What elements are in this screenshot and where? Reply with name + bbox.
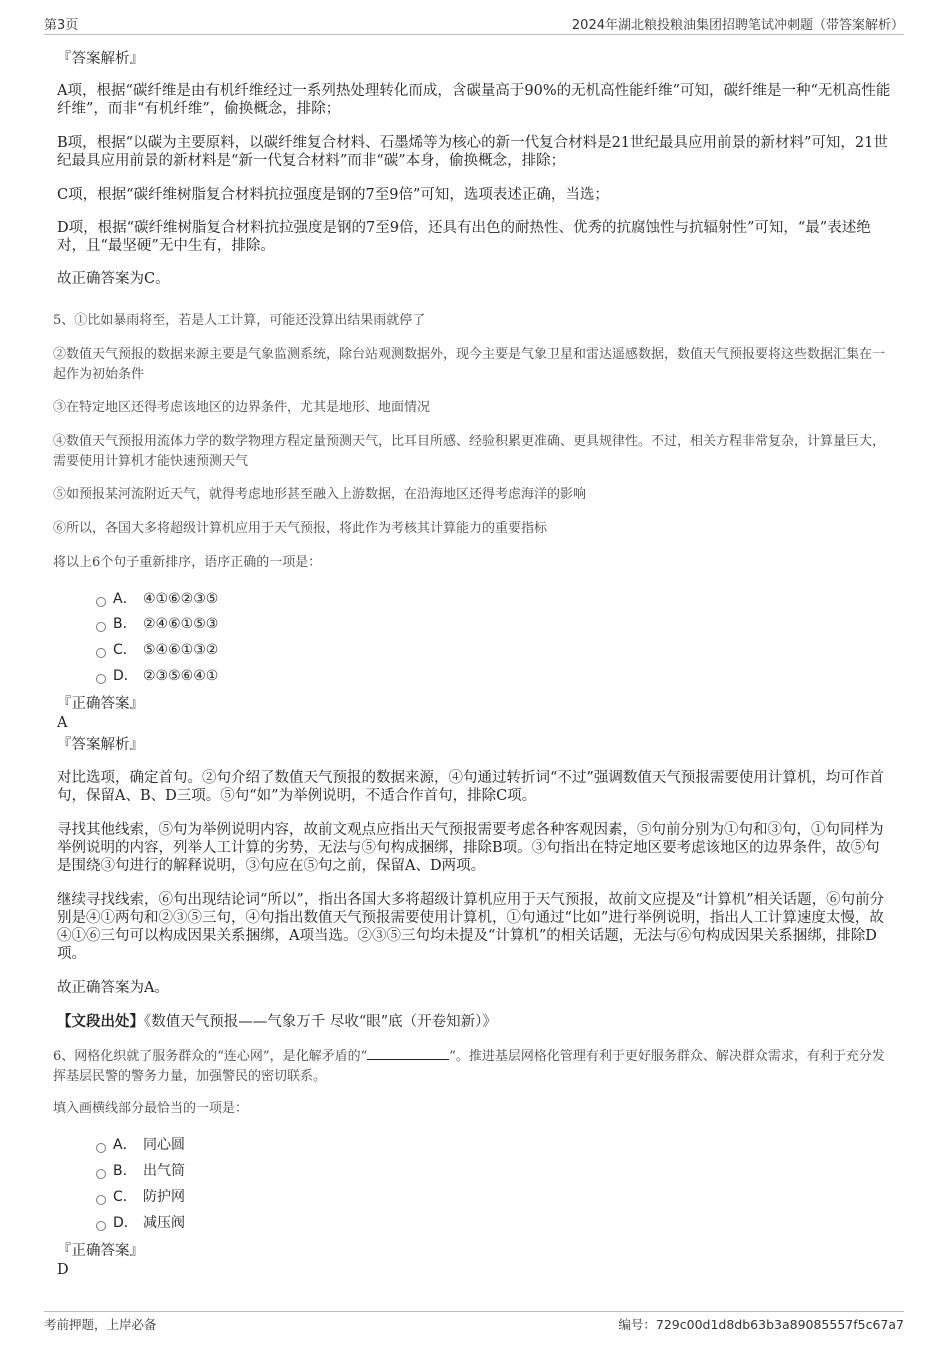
option-d[interactable]: D． 减压阀 [96,1214,185,1232]
radio-icon[interactable] [96,648,106,658]
analysis-paragraph: 寻找其他线索，⑤句为举例说明内容，故前文观点应指出天气预报需要考虑各种客观因素，⑤句前分别为①句和③句，①句同样为举例说明的内容，列举人工计算的劣势，无法与⑤句构成捆绑，排除B项。③句指出在特定地区要考虑该地区的边界条件，故⑤句是围绕③句进行的解释说明，③句应在⑤句之前，保留A、D两项。 [57,822,884,874]
option-a[interactable]: A． ④①⑥②③⑤ [96,590,218,608]
analysis-conclusion: 故正确答案为C。 [57,271,170,287]
correct-answer-label: 『正确答案』 [57,696,144,712]
question-sentence: 5、①比如暴雨将至，若是人工计算，可能还没算出结果雨就停了 [53,313,426,328]
page-header [44,14,904,35]
question-prompt: 填入画横线部分最恰当的一项是： [53,1101,249,1116]
analysis-paragraph: C项，根据“碳纤维树脂复合材料抗拉强度是钢的7至9倍”可知，选项表述正确，当选； [57,187,609,203]
source-citation [57,1013,893,1031]
document-id: 编号：729c00d1d8db63b3a89085557f5c67a7 [618,1317,904,1332]
question-sentence: ④数值天气预报用流体力学的数学物理方程定量预测天气，比耳目所感、经验积累更准确、更具规律性。不过，相关方程非常复杂，计算量巨大，需要使用计算机才能快速预测天气 [53,434,886,469]
question-prompt: 将以上6个句子重新排序，语序正确的一项是： [53,555,322,570]
option-c[interactable]: C． ⑤④⑥①③② [96,641,218,659]
radio-icon[interactable] [96,597,106,607]
question-sentence: ⑥所以，各国大多将超级计算机应用于天气预报，将此作为考核其计算能力的重要指标 [53,521,548,536]
page-number: 第3页 [44,18,79,33]
radio-icon[interactable] [96,1169,106,1179]
analysis-paragraph: D项，根据“碳纤维树脂复合材料抗拉强度是钢的7至9倍，还具有出色的耐热性、优秀的抗腐蚀性与抗辐射性”可知，“最”表述绝对，且“最坚硬”无中生有，排除。 [57,220,871,254]
source-title: 《数值天气预报——气象万千 尽收“眼”底（开卷知新）》 [144,1014,497,1030]
analysis-conclusion: 故正确答案为A。 [57,980,169,996]
radio-icon[interactable] [96,674,106,684]
analysis-paragraph: A项，根据“碳纤维是由有机纤维经过一系列热处理转化而成，含碳量高于90%的无机高性能纤维”可知，碳纤维是一种“无机高性能纤维”，而非“有机纤维”，偷换概念，排除； [57,83,891,117]
footer-slogan: 考前押题，上岸必备 [44,1317,157,1332]
document-title: 2024年湖北粮投粮油集团招聘笔试冲刺题（带答案解析） [571,18,904,33]
option-d[interactable]: D． ②③⑤⑥④① [96,667,218,685]
radio-icon[interactable] [96,1143,106,1153]
radio-icon[interactable] [96,1195,106,1205]
radio-icon[interactable] [96,622,106,632]
option-b[interactable]: B． ②④⑥①⑤③ [96,615,218,633]
correct-answer: A [57,715,68,731]
option-b[interactable]: B． 出气筒 [96,1162,185,1180]
source-label: 【文段出处】 [57,1013,144,1030]
analysis-paragraph: 继续寻找线索，⑥句出现结论词“所以”，指出各国大多将超级计算机应用于天气预报，故前文应提及“计算机”相关话题，⑥句前分别是④①两句和②③⑤三句，④句指出数值天气预报需要使用计算机，①句通过“比如”进行举例说明，指出人工计算速度太慢，故④①⑥三句可以构成因果关系捆绑，A项当选。②③⑤三句均未提及“计算机”的相关话题，无法与⑥句构成因果关系捆绑，排除D项。 [57,892,885,962]
radio-icon[interactable] [96,1221,106,1231]
correct-answer-label: 『正确答案』 [57,1243,144,1259]
analysis-paragraph: 对比选项，确定首句。②句介绍了数值天气预报的数据来源，④句通过转折词“不过”强调数值天气预报需要使用计算机，均可作首句，保留A、B、D三项。⑤句“如”为举例说明，不适合作首句，排除C项。 [57,770,884,804]
correct-answer: D [57,1262,69,1278]
option-a[interactable]: A． 同心圆 [96,1136,185,1154]
analysis-paragraph: B项，根据“以碳为主要原料，以碳纤维复合材料、石墨烯等为核心的新一代复合材料是21世纪最具应用前景的新材料”可知，21世纪最具应用前景的新材料是“新一代复合材料”而非“碳”本身，偷换概念，排除； [57,135,888,169]
question-sentence: ⑤如预报某河流附近天气，就得考虑地形甚至融入上游数据，在沿海地区还得考虑海洋的影响 [53,487,587,502]
question-sentence: ②数值天气预报的数据来源主要是气象监测系统，除台站观测数据外，现今主要是气象卫星和雷达遥感数据，数值天气预报要将这些数据汇集在一起作为初始条件 [53,347,886,382]
page-footer [44,1311,904,1334]
option-c[interactable]: C． 防护网 [96,1188,185,1206]
analysis-label: 『答案解析』 [57,737,144,753]
fill-in-blank [367,1045,449,1060]
question-stem: 6、网格化织就了服务群众的“连心网”，是化解矛盾的“ ”。推进基层网格化管理有利于更好服务群众、解决群众需求，有利于充分发挥基层民警的警务力量，加强警民的密切联系。 [53,1045,889,1087]
question-sentence: ③在特定地区还得考虑该地区的边界条件，尤其是地形、地面情况 [53,400,431,415]
analysis-label: 『答案解析』 [57,51,144,67]
